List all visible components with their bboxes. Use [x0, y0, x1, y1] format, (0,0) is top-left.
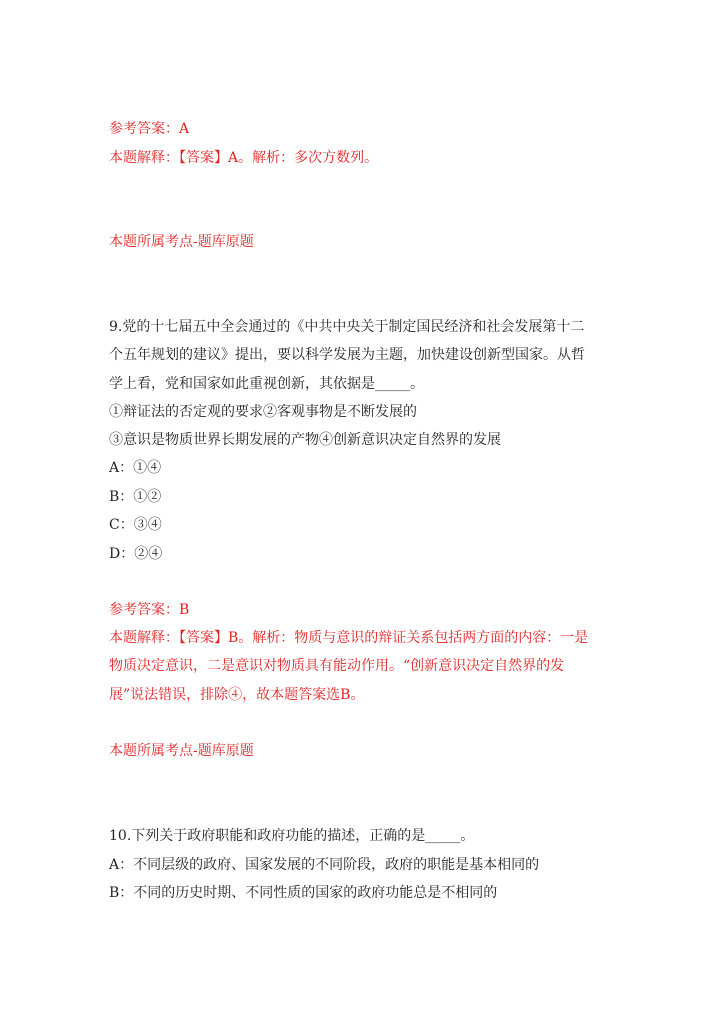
- q8-source: 本题所属考点-题库原题: [109, 234, 254, 250]
- q9-source: 本题所属考点-题库原题: [109, 743, 254, 759]
- q9-option-a: A：①④: [109, 460, 162, 476]
- q8-answer: 参考答案：A: [109, 121, 190, 137]
- q9-statement-2: ③意识是物质世界长期发展的产物④创新意识决定自然界的发展: [109, 432, 501, 448]
- q9-option-d: D：②④: [109, 546, 163, 562]
- q9-explanation-line-3: 展”说法错误，排除④，故本题答案选B。: [109, 687, 365, 703]
- q9-explanation-line-1: 本题解释：【答案】B。解析：物质与意识的辩证关系包括两方面的内容：一是: [109, 630, 589, 646]
- q8-explanation: 本题解释：【答案】A。解析：多次方数列。: [109, 150, 379, 166]
- q9-stem-line-1: 9.党的十七届五中全会通过的《中共中央关于制定国民经济和社会发展第十二: [109, 319, 585, 335]
- q9-explanation-line-2: 物质决定意识，二是意识对物质具有能动作用。“创新意识决定自然界的发: [109, 658, 565, 674]
- q9-statement-1: ①辩证法的否定观的要求②客观事物是不断发展的: [109, 404, 417, 420]
- q10-option-b: B：不同的历史时期、不同性质的国家的政府功能总是不相同的: [109, 885, 498, 901]
- q10-stem: 10.下列关于政府职能和政府功能的描述，正确的是_____。: [109, 828, 475, 844]
- q9-option-c: C：③④: [109, 517, 162, 533]
- q10-option-a: A：不同层级的政府、国家发展的不同阶段，政府的职能是基本相同的: [109, 857, 540, 873]
- q9-answer: 参考答案：B: [109, 602, 190, 618]
- q9-stem-line-3: 学上看，党和国家如此重视创新，其依据是_____。: [109, 376, 424, 392]
- q9-option-b: B：①②: [109, 489, 162, 505]
- q9-stem-line-2: 个五年规划的建议》提出，要以科学发展为主题，加快建设创新型国家。从哲: [109, 347, 585, 363]
